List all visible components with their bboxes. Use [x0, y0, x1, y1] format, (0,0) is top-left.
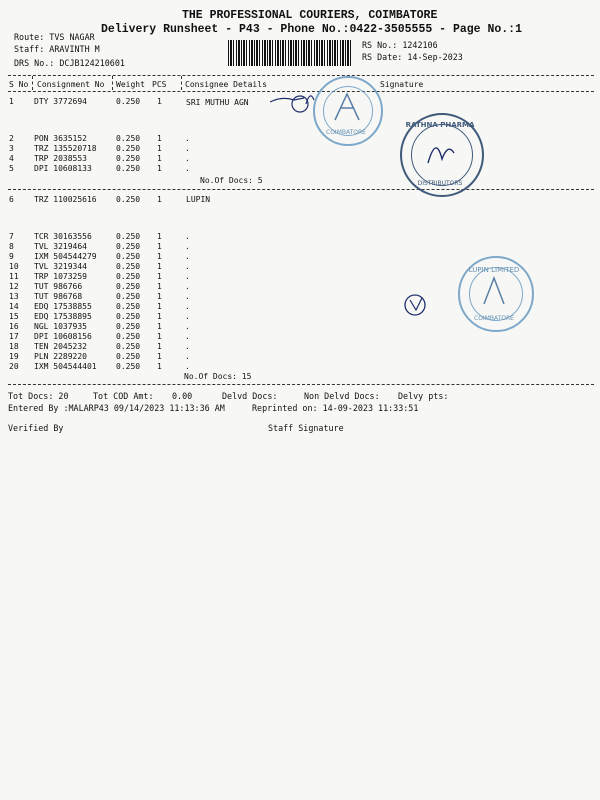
pieces-count: 1: [157, 144, 162, 153]
staff-signature: Staff Signature: [268, 423, 344, 433]
consignment-number: TVL 3219464: [34, 242, 87, 251]
pieces-count: 1: [157, 134, 162, 143]
serial-number: 5: [9, 164, 14, 173]
consignee-detail: .: [185, 332, 190, 341]
consignment-number: TRP 2038553: [34, 154, 87, 163]
weight-value: 0.250: [116, 332, 141, 341]
consignee-detail: .: [185, 154, 190, 163]
serial-number: 10: [9, 262, 19, 271]
consignment-number: TUT 986768: [34, 292, 83, 301]
weight-value: 0.250: [116, 322, 141, 331]
serial-number: 7: [9, 232, 14, 241]
consignee-detail: .: [185, 232, 190, 241]
reprinted-on: Reprinted on: 14-09-2023 11:33:51: [252, 403, 419, 413]
consignee-detail: .: [185, 252, 190, 261]
col-sno: S No: [9, 80, 29, 89]
svg-text:COIMBATORE: COIMBATORE: [474, 315, 514, 322]
consignee-detail: .: [185, 262, 190, 271]
total-docs: Tot Docs: 20: [8, 391, 69, 401]
pieces-count: 1: [157, 292, 162, 301]
table-row: [0, 352, 600, 362]
consignee-detail: .: [185, 292, 190, 301]
docs-count: No.Of Docs: 5: [200, 176, 263, 185]
consignment-number: TCR 30163556: [34, 232, 92, 241]
serial-number: 2: [9, 134, 14, 143]
consignment-number: TEN 2045232: [34, 342, 87, 351]
consignee-detail: .: [185, 134, 190, 143]
consignee-name: SRI MUTHU AGN: [186, 98, 249, 107]
svg-text:LUPIN LIMITED: LUPIN LIMITED: [468, 266, 520, 274]
delivery-points: Delvy pts:: [398, 391, 449, 401]
table-row: [0, 154, 600, 164]
consignment-number: DPI 10608133: [34, 164, 92, 173]
consignee-detail: .: [185, 242, 190, 251]
weight-value: 0.250: [116, 252, 141, 261]
consignment-number: TVL 3219344: [34, 262, 87, 271]
weight-value: 0.250: [116, 272, 141, 281]
pieces-count: 1: [157, 97, 162, 106]
serial-number: 3: [9, 144, 14, 153]
consignee-name: LUPIN: [186, 195, 211, 204]
serial-number: 9: [9, 252, 14, 261]
weight-value: 0.250: [116, 164, 141, 173]
consignee-detail: .: [185, 352, 190, 361]
consignee-detail: .: [185, 164, 190, 173]
pieces-count: 1: [157, 252, 162, 261]
weight-value: 0.250: [116, 195, 141, 204]
total-cod-label: Tot COD Amt:: [93, 391, 154, 401]
divider: [8, 384, 594, 385]
col-pcs: PCS: [152, 80, 167, 89]
table-row: [0, 342, 600, 352]
serial-number: 20: [9, 362, 19, 371]
col-consignee-details: Consignee Details: [185, 80, 267, 89]
col-consignment: Consignment No: [37, 80, 105, 89]
rs-date: RS Date: 14-Sep-2023: [362, 52, 463, 62]
consignment-number: NGL 1037935: [34, 322, 87, 331]
weight-value: 0.250: [116, 282, 141, 291]
divider: [8, 189, 594, 190]
pieces-count: 1: [157, 322, 162, 331]
col-signature: Signature: [380, 80, 424, 89]
serial-number: 19: [9, 352, 19, 361]
consignment-number: TRP 1073259: [34, 272, 87, 281]
weight-value: 0.250: [116, 312, 141, 321]
weight-value: 0.250: [116, 134, 141, 143]
serial-number: 4: [9, 154, 14, 163]
pieces-count: 1: [157, 352, 162, 361]
delivered-docs: Delvd Docs:: [222, 391, 278, 401]
col-weight: Weight: [116, 80, 145, 89]
pieces-count: 1: [157, 312, 162, 321]
consignment-number: TRZ 110025616: [34, 195, 97, 204]
rathna-pharma-stamp: [400, 113, 484, 197]
table-row: [0, 232, 600, 242]
docs-count: No.Of Docs: 15: [184, 372, 252, 381]
consignment-number: PLN 2289220: [34, 352, 87, 361]
lupin-coimbatore-stamp-2: [458, 256, 534, 332]
consignee-detail: .: [185, 302, 190, 311]
pieces-count: 1: [157, 262, 162, 271]
staff-label: Staff: ARAVINTH M: [14, 44, 100, 54]
table-row: [0, 164, 600, 174]
consignment-number: TUT 986766: [34, 282, 83, 291]
route-label: Route: TVS NAGAR: [14, 32, 95, 42]
table-row: [0, 195, 600, 205]
pieces-count: 1: [157, 154, 162, 163]
weight-value: 0.250: [116, 362, 141, 371]
svg-text:RATHNA PHARMA: RATHNA PHARMA: [405, 121, 475, 129]
serial-number: 6: [9, 195, 14, 204]
pieces-count: 1: [157, 302, 162, 311]
consignee-detail: .: [185, 282, 190, 291]
weight-value: 0.250: [116, 154, 141, 163]
pieces-count: 1: [157, 272, 162, 281]
serial-number: 16: [9, 322, 19, 331]
consignment-number: IXM 504544279: [34, 252, 97, 261]
total-cod-value: 0.00: [172, 391, 193, 401]
weight-value: 0.250: [116, 302, 141, 311]
svg-text:COIMBATORE: COIMBATORE: [326, 129, 366, 136]
consignee-detail: .: [185, 322, 190, 331]
weight-value: 0.250: [116, 232, 141, 241]
consignment-number: EDQ 17538855: [34, 302, 92, 311]
company-title: THE PROFESSIONAL COURIERS, COIMBATORE: [182, 9, 438, 22]
table-row: [0, 242, 600, 252]
consignment-number: DTY 3772694: [34, 97, 87, 106]
pieces-count: 1: [157, 242, 162, 251]
table-row: [0, 332, 600, 342]
consignment-number: PON 3635152: [34, 134, 87, 143]
serial-number: 14: [9, 302, 19, 311]
non-delivered-docs: Non Delvd Docs:: [304, 391, 380, 401]
serial-number: 12: [9, 282, 19, 291]
rs-number: RS No.: 1242106: [362, 40, 438, 50]
consignee-detail: .: [185, 362, 190, 371]
pieces-count: 1: [157, 164, 162, 173]
pieces-count: 1: [157, 282, 162, 291]
weight-value: 0.250: [116, 342, 141, 351]
weight-value: 0.250: [116, 352, 141, 361]
consignee-detail: .: [185, 312, 190, 321]
consignment-number: DPI 10608156: [34, 332, 92, 341]
consignment-number: TRZ 135520718: [34, 144, 97, 153]
consignee-detail: .: [185, 272, 190, 281]
consignee-detail: .: [185, 342, 190, 351]
pieces-count: 1: [157, 195, 162, 204]
svg-text:DISTRIBUTORS: DISTRIBUTORS: [417, 180, 463, 187]
serial-number: 11: [9, 272, 19, 281]
pieces-count: 1: [157, 332, 162, 341]
signature-scribble-2: [400, 290, 440, 320]
serial-number: 18: [9, 342, 19, 351]
table-row: [0, 362, 600, 372]
pieces-count: 1: [157, 232, 162, 241]
entered-by: Entered By :MALARP43 09/14/2023 11:13:36 AM: [8, 403, 225, 413]
weight-value: 0.250: [116, 262, 141, 271]
serial-number: 1: [9, 97, 14, 106]
consignee-detail: .: [185, 144, 190, 153]
pieces-count: 1: [157, 342, 162, 351]
pieces-count: 1: [157, 362, 162, 371]
barcode: [228, 40, 353, 66]
serial-number: 15: [9, 312, 19, 321]
serial-number: 13: [9, 292, 19, 301]
weight-value: 0.250: [116, 242, 141, 251]
weight-value: 0.250: [116, 97, 141, 106]
serial-number: 17: [9, 332, 19, 341]
weight-value: 0.250: [116, 292, 141, 301]
consignment-number: IXM 504544401: [34, 362, 97, 371]
runsheet-title: Delivery Runsheet - P43 - Phone No.:0422-3505555 - Page No.:1: [101, 23, 522, 36]
verified-by: Verified By: [8, 423, 64, 433]
serial-number: 8: [9, 242, 14, 251]
weight-value: 0.250: [116, 144, 141, 153]
consignment-number: EDQ 17538895: [34, 312, 92, 321]
drs-number: DRS No.: DCJB124210601: [14, 58, 125, 68]
lupin-coimbatore-stamp: [313, 76, 383, 146]
